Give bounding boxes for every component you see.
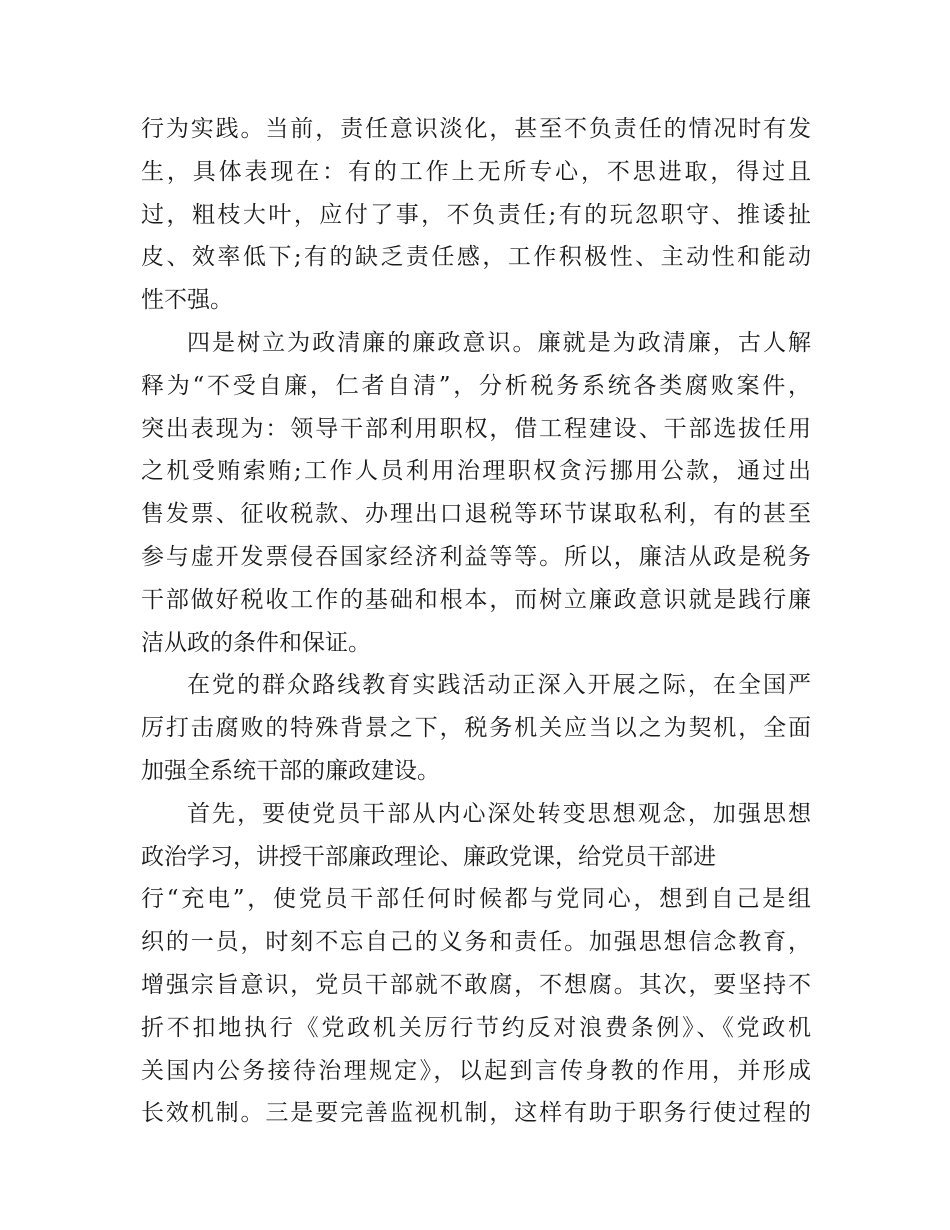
text-line: 行为实践。当前，责任意识淡化，甚至不负责任的情况时有发 <box>141 116 811 142</box>
text-line: 行“充电”，使党员干部任何时候都与党同心，想到自己是组 <box>141 886 811 913</box>
text-line: 之机受贿索贿;工作人员利用治理职权贪污挪用公款，通过出 <box>141 458 811 485</box>
text-line: 折不扣地执行《党政机关厉行节约反对浪费条例》、《党政机 <box>141 1014 811 1041</box>
text-line: 洁从政的条件和保证。 <box>141 629 371 656</box>
text-line: 厉打击腐败的特殊背景之下，税务机关应当以之为契机，全面 <box>141 715 811 742</box>
text-line: 性不强。 <box>141 287 233 314</box>
text-line: 增强宗旨意识，党员干部就不敢腐，不想腐。其次，要坚持不 <box>141 971 811 998</box>
text-line: 四是树立为政清廉的廉政意识。廉就是为政清廉，古人解 <box>187 329 811 356</box>
text-line: 织的一员，时刻不忘自己的义务和责任。加强思想信念教育， <box>141 929 811 956</box>
text-line: 参与虚开发票侵吞国家经济利益等等。所以，廉洁从政是税务 <box>141 543 811 570</box>
text-line: 长效机制。三是要完善监视机制，这样有助于职务行使过程的 <box>141 1100 811 1127</box>
text-line: 关国内公务接待治理规定》，以起到言传身教的作用，并形成 <box>141 1057 811 1084</box>
text-line: 干部做好税收工作的基础和根本，而树立廉政意识就是践行廉 <box>141 586 811 613</box>
text-line: 加强全系统干部的廉政建设。 <box>141 757 440 784</box>
text-line: 政治学习，讲授干部廉政理论、廉政党课，给党员干部进 <box>141 843 716 870</box>
text-line: 生，具体表现在：有的工作上无所专心，不思进取，得过且 <box>141 158 811 185</box>
text-line: 释为“不受自廉，仁者自清”，分析税务系统各类腐败案件， <box>141 372 811 399</box>
text-line: 过，粗枝大叶，应付了事，不负责任;有的玩忽职守、推诿扯 <box>141 201 811 228</box>
text-line: 突出表现为：领导干部利用职权，借工程建设、干部选拔任用 <box>141 415 811 442</box>
text-line: 皮、效率低下;有的缺乏责任感，工作积极性、主动性和能动 <box>141 244 811 271</box>
text-line: 售发票、征收税款、办理出口退税等环节谋取私利，有的甚至 <box>141 501 811 528</box>
text-line: 首先，要使党员干部从内心深处转变思想观念，加强思想 <box>187 800 811 827</box>
text-line: 在党的群众路线教育实践活动正深入开展之际，在全国严 <box>187 672 811 699</box>
document-body <box>141 108 811 1135</box>
